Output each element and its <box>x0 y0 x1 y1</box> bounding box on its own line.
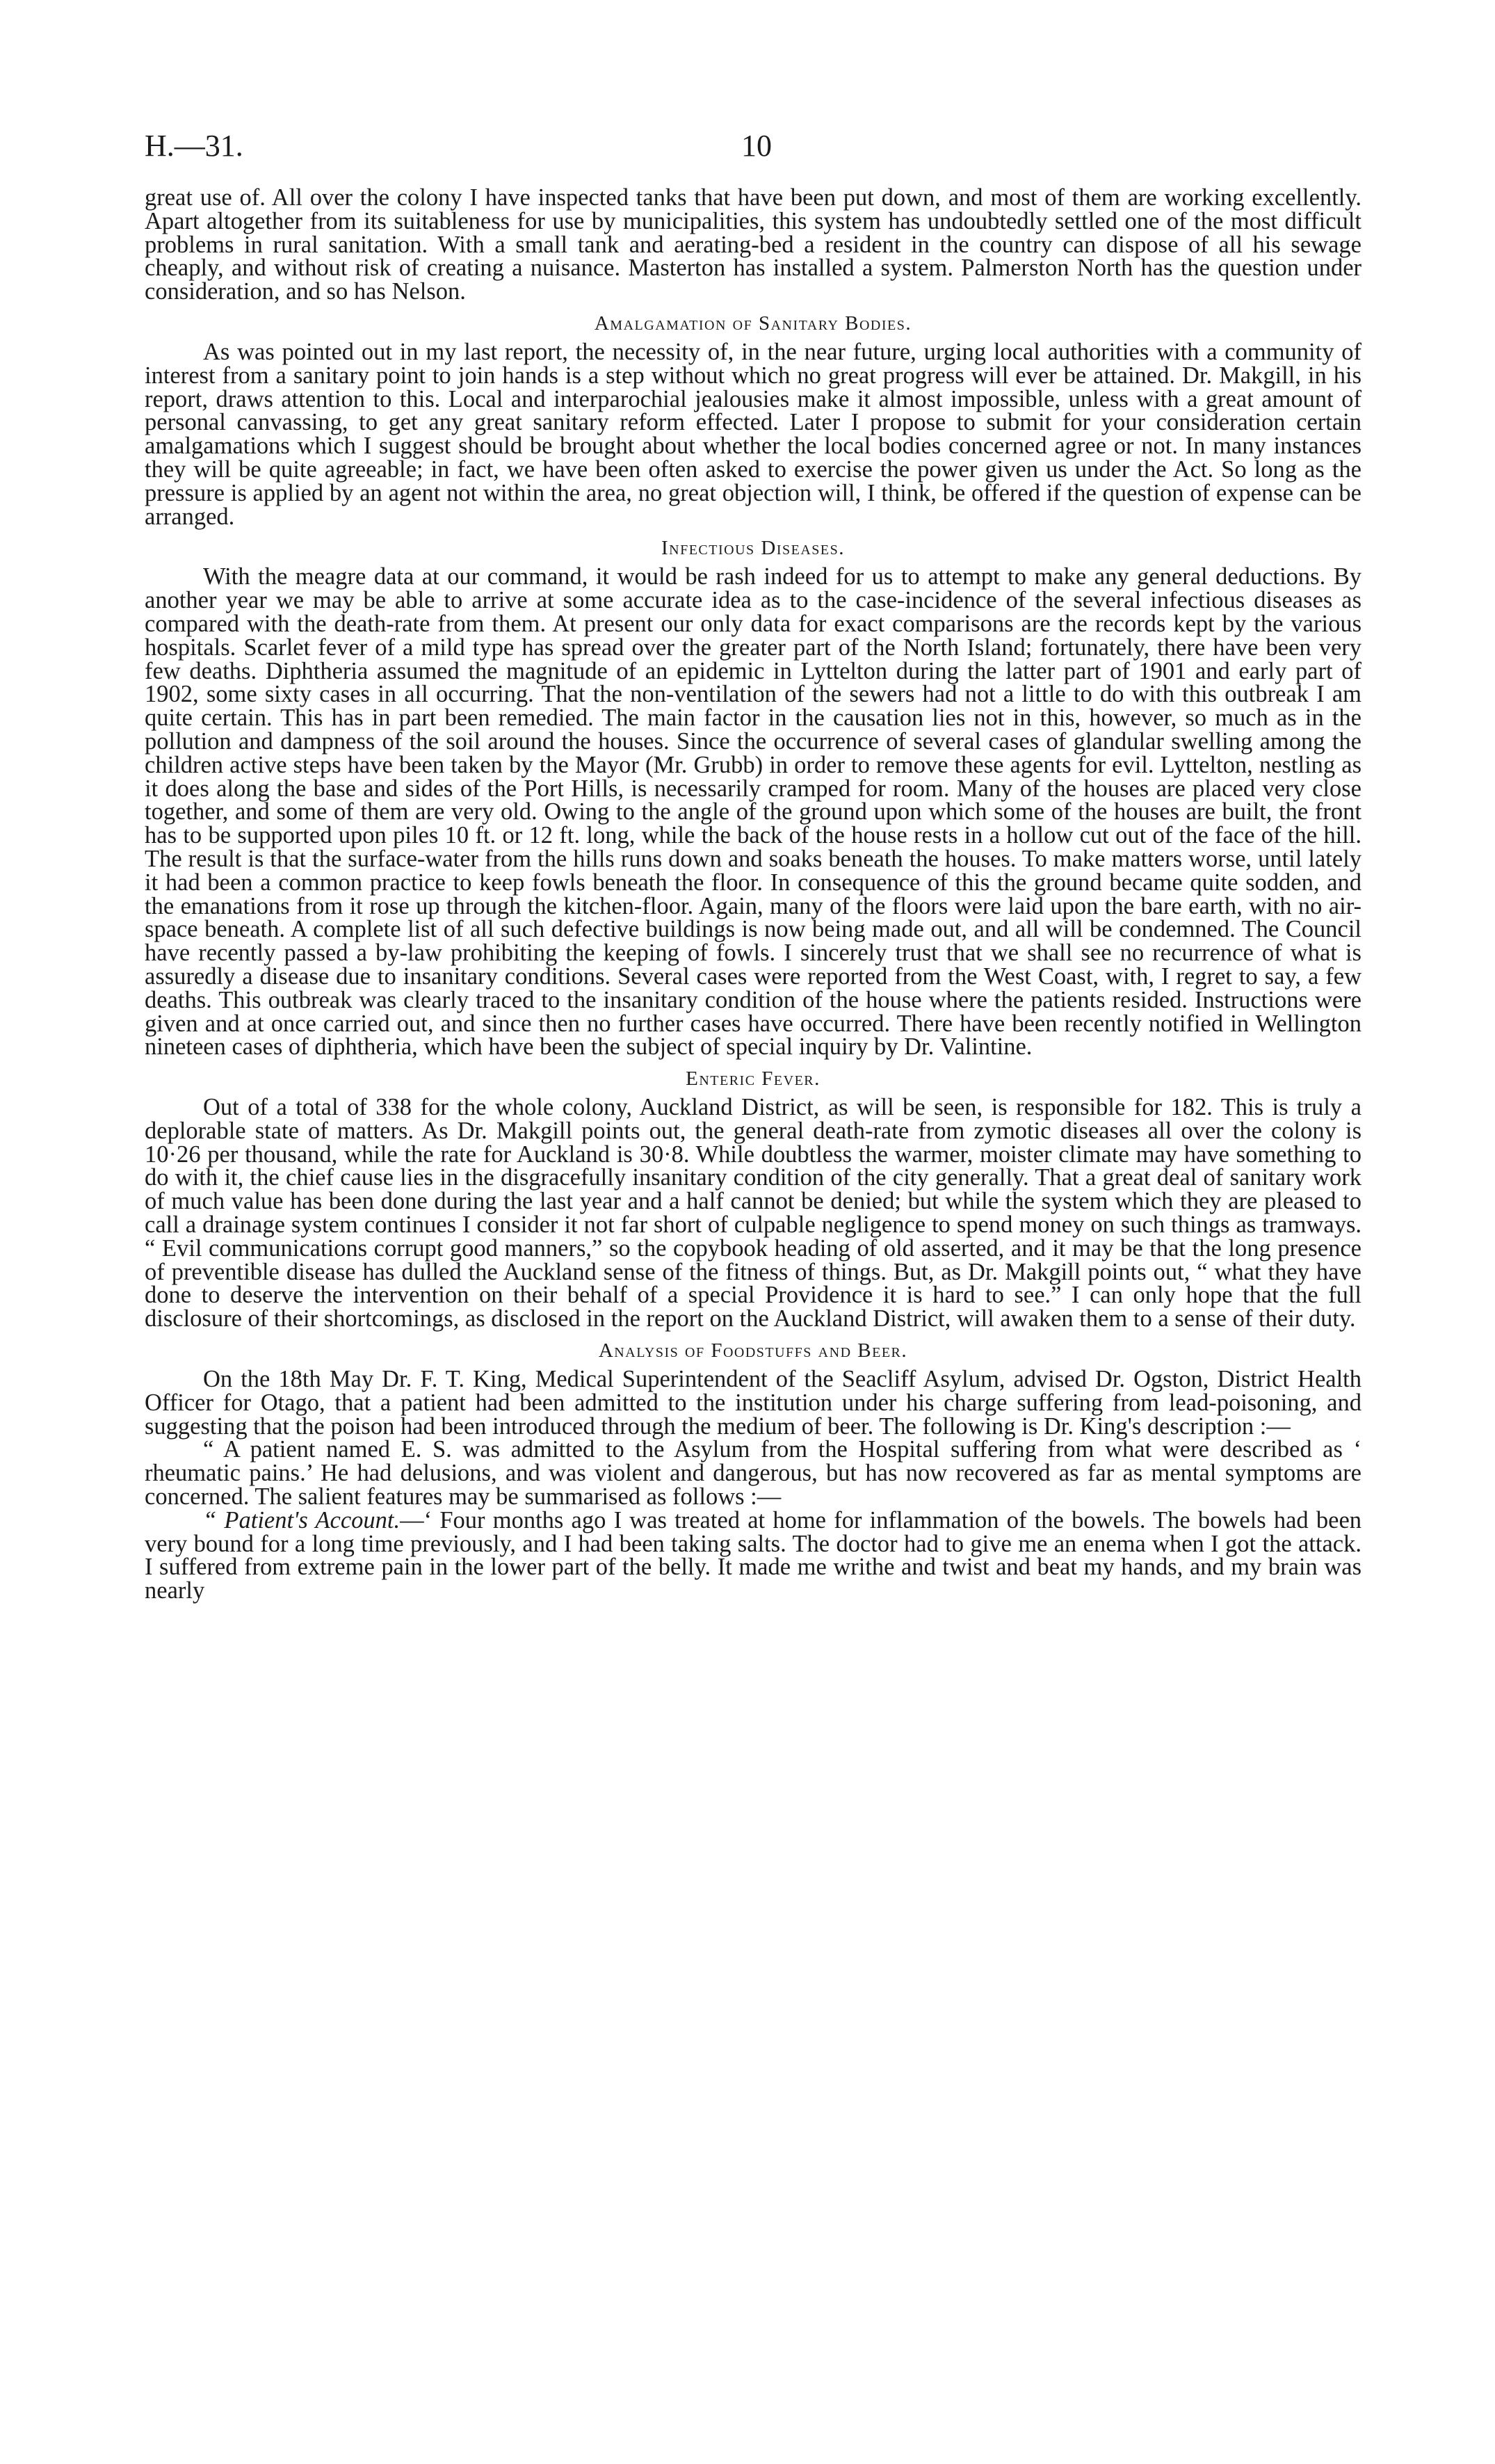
page-number: 10 <box>741 129 772 163</box>
paragraph-infectious-diseases: With the meagre data at our command, it would be rash indeed for us to attempt to make any general deductions. By another year we may be able to arrive at some accurate idea as to the case-incidence of the several infectious diseases as compared with the death-rate from them. At present our only data for exact comparisons are the records kept by the various hospitals. Scarlet fever of a mild type has spread over the greater part of the North Island; fortunately, there have been very few deaths. Diphtheria assumed the magnitude of an epidemic in Lyttelton during the latter part of 1901 and early part of 1902, some sixty cases in all occurring. That the non-ventilation of the sewers had not a little to do with this outbreak I am quite certain. This has in part been remedied. The main factor in the causation lies not in this, however, so much as in the pollution and dampness of the soil around the houses. Since the occurrence of several cases of glandular swelling among the children active steps have been taken by the Mayor (Mr. Grubb) in order to remove these agents for evil. Lyttelton, nestling as it does along the base and sides of the Port Hills, is necessarily cramped for room. Many of the houses are placed very close together, and some of them are very old. Owing to the angle of the ground upon which some of the houses are built, the front has to be supported upon piles 10 ft. or 12 ft. long, while the back of the house rests in a hollow cut out of the face of the hill. The result is that the surface-water from the hills runs down and soaks beneath the houses. To make matters worse, until lately it had been a common practice to keep fowls beneath the floor. In consequence of this the ground became quite sodden, and the emanations from it rose up through the kitchen-floor. Again, many of the floors were laid upon the bare earth, with no air-space beneath. A complete list of all such defective buildings is now being made out, and all will be condemned. The Council have recently passed a by-law prohibiting the keeping of fowls. I sincerely trust that we shall see no recurrence of what is assuredly a disease due to insanitary conditions. Several cases were reported from the West Coast, with, I regret to say, a few deaths. This outbreak was clearly traced to the insanitary condition of the house where the patients resided. Instructions were given and at once carried out, and since then no further cases have occurred. There have been recently notified in Wellington nineteen cases of diphtheria, which have been the subject of special inquiry by Dr. Valintine. <box>145 563 1361 1061</box>
section-heading-enteric-fever: Enteric Fever. <box>686 1068 821 1090</box>
paragraph-patient-description: “ A patient named E. S. was admitted to the Asylum from the Hospital suffering from what were described as ‘ rheumatic pains.’ He had delusions, and was violent and dangerous, but has now recovered as far as mental symptoms are concerned. The salient features may be summarised as follows :— <box>145 1436 1361 1511</box>
paragraph-analysis-intro: On the 18th May Dr. F. T. King, Medical Superintendent of the Seacliff Asylum, advised Dr. Ogston, District Health Officer for Otago, that a patient had been admitted to the institution under his charge suffering from lead-poisoning, and suggesting that the poison had been introduced through the medium of beer. The following is Dr. King's description :— <box>145 1366 1361 1440</box>
page-header <box>145 125 1361 181</box>
section-heading-analysis-foodstuffs: Analysis of Foodstuffs and Beer. <box>598 1339 908 1362</box>
paragraph-amalgamation: As was pointed out in my last report, the necessity of, in the near future, urging local authorities with a community of interest from a sanitary point to join hands is a step without which no great progress will ever be attained. Dr. Makgill, in his report, draws attention to this. Local and interparochial jealousies make it almost impossible, unless with a great amount of personal canvassing, to get any great sanitary reform effected. Later I propose to submit for your consideration certain amalgamations which I suggest should be brought about whether the local bodies concerned agree or not. In many instances they will be quite agreeable; in fact, we have been often asked to exercise the power given us under the Act. So long as the pressure is applied by an agent not within the area, no great objection will, I think, be offered if the question of expense can be arranged. <box>145 338 1361 530</box>
patient-account-text: —‘ Four months ago I was treated at home for inflammation of the bowels. The bowels had been very bound for a long time previously, and I had been taking salts. The doctor had to give me an enema when I got the attack. I suffered from extreme pain in the lower part of the belly. It made me writhe and twist and beat my hands, and my brain was nearly <box>145 1506 1362 1604</box>
section-heading-amalgamation: Amalgamation of Sanitary Bodies. <box>594 312 912 335</box>
paragraph-patient-account <box>145 1506 1362 1604</box>
document-reference: H.—31. <box>145 129 243 163</box>
document-page <box>145 125 1361 1603</box>
paragraph-enteric-fever: Out of a total of 338 for the whole colony, Auckland District, as will be seen, is responsible for 182. This is truly a deplorable state of matters. As Dr. Makgill points out, the general death-rate from zymotic diseases all over the colony is 10·26 per thousand, while the rate for Auckland is 30·8. While doubtless the warmer, moister climate may have something to do with it, the chief cause lies in the disgracefully insanitary condition of the city generally. That a great deal of sanitary work of much value has been done during the last year and a half cannot be denied; but while the system which they are pleased to call a drainage system continues I consider it not far short of culpable negligence to spend money on such things as tramways. “ Evil communications corrupt good manners,” so the copybook heading of old asserted, and it may be that the long presence of preventible disease has dulled the Auckland sense of the fitness of things. But, as Dr. Makgill points out, “ what they have done to deserve the intervention on their behalf of a special Providence it is hard to see.” I can only hope that the full disclosure of their shortcomings, as disclosed in the report on the Auckland District, will awaken them to a sense of their duty. <box>145 1094 1361 1332</box>
paragraph-continuation: great use of. All over the colony I have inspected tanks that have been put down, and most of them are working excellently. Apart altogether from its suitableness for use by municipalities, this system has undoubtedly settled one of the most difficult problems in rural sanitation. With a small tank and aerating-bed a resident in the country can dispose of all his sewage cheaply, and without risk of creating a nuisance. Masterton has installed a system. Palmerston North has the question under consideration, and so has Nelson. <box>145 184 1361 305</box>
patient-account-label: “ Patient's Account. <box>203 1506 401 1533</box>
body-text <box>145 186 1361 1603</box>
section-heading-infectious-diseases: Infectious Diseases. <box>661 537 846 560</box>
